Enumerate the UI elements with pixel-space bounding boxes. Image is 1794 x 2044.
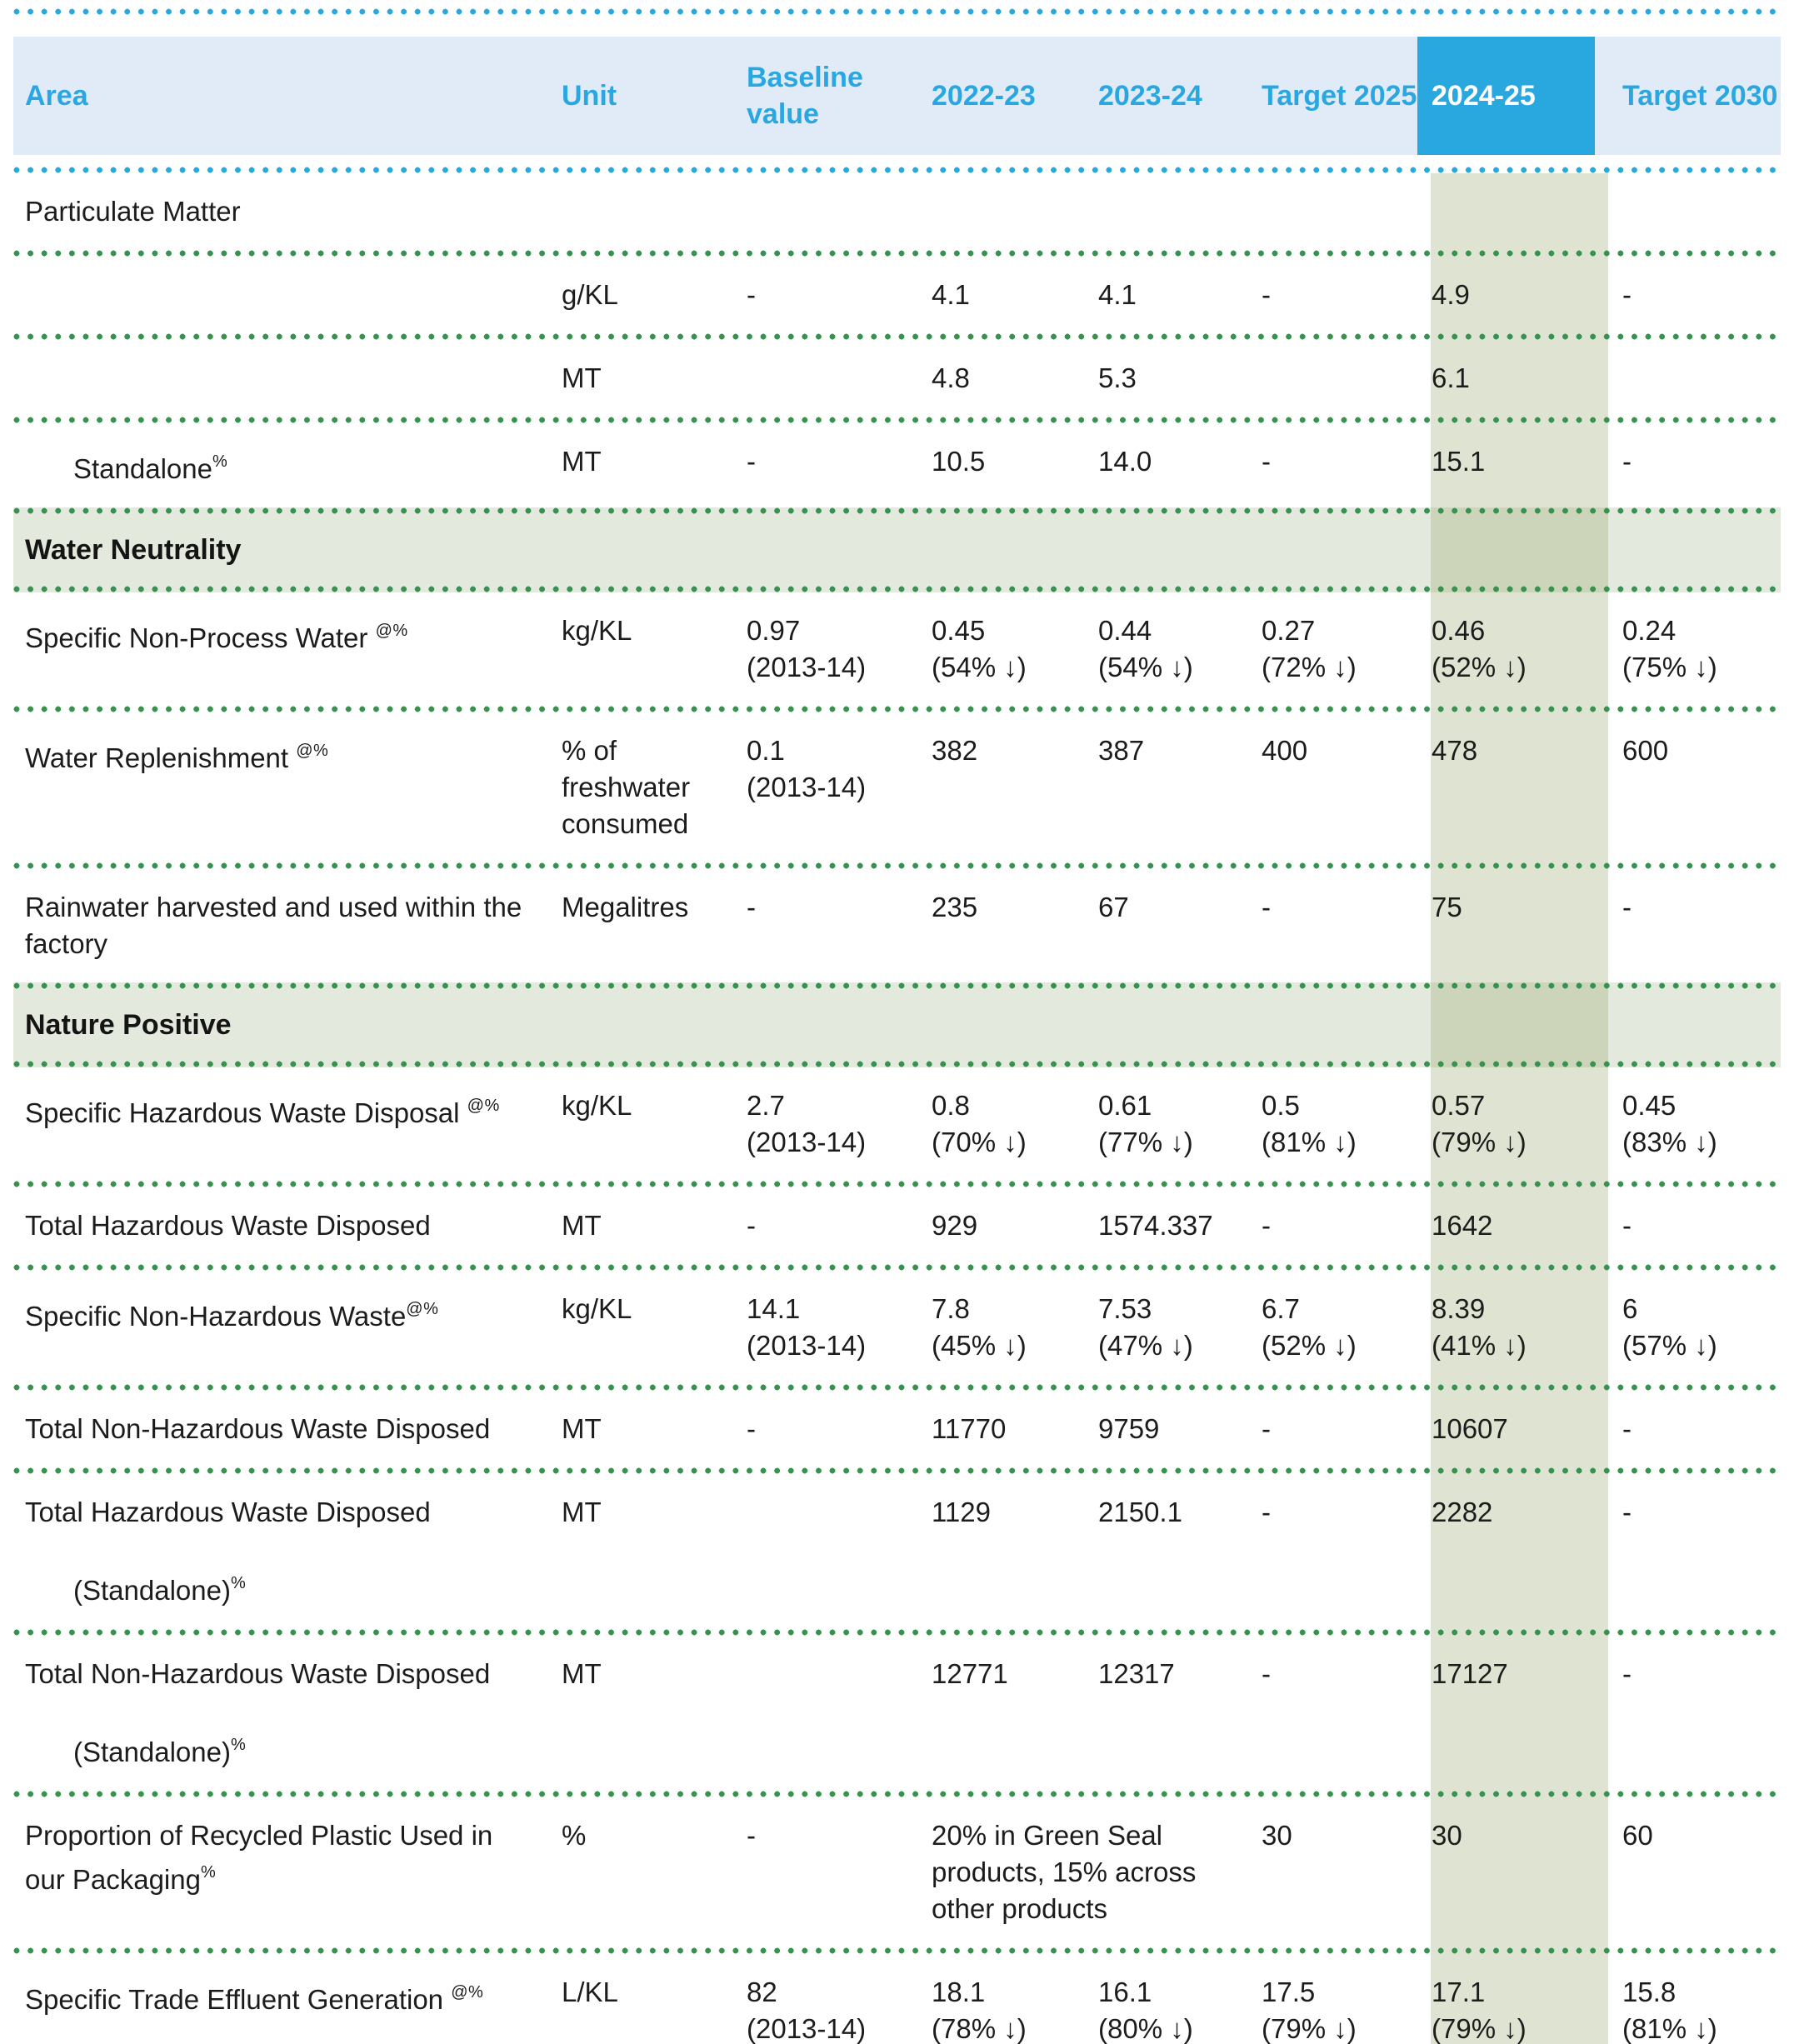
cell-baseline — [715, 1291, 900, 1364]
cell-value: L/KL — [562, 1977, 618, 2007]
row-divider — [13, 333, 1781, 340]
cell-unit — [530, 277, 715, 313]
cell-baseline — [715, 443, 900, 480]
cell-t2025 — [1230, 889, 1417, 926]
row-divider — [13, 1264, 1781, 1271]
cell-unit — [530, 1494, 715, 1531]
cell-area — [13, 1411, 530, 1447]
superscript-note: % — [212, 452, 228, 471]
row-divider — [13, 1467, 1781, 1474]
cell-value: (2013-14) — [747, 1127, 867, 1157]
cell-value: 9759 — [1098, 1413, 1160, 1444]
cell-value: (41% ↓) — [1432, 1330, 1527, 1361]
column-header-y2024: 2024-25 — [1417, 37, 1595, 155]
area-label: Total Hazardous Waste Disposed — [25, 1210, 431, 1241]
cell-t2025 — [1230, 1494, 1417, 1531]
cell-value: 30 — [1262, 1820, 1292, 1851]
cell-t2030 — [1595, 1974, 1781, 2044]
superscript-note: @% — [467, 1097, 500, 1115]
cell-value: 2150.1 — [1098, 1497, 1182, 1527]
cell-value: 6.1 — [1432, 362, 1470, 393]
top-divider — [13, 8, 1781, 15]
cell-value: (2013-14) — [747, 652, 867, 682]
cell-value: 67 — [1098, 892, 1129, 922]
area-label: Water Replenishment @% — [25, 742, 329, 773]
cell-value: - — [1262, 1210, 1271, 1241]
cell-t2030 — [1595, 1817, 1781, 1854]
cell-area — [13, 443, 530, 487]
superscript-note: % — [230, 1574, 247, 1592]
cell-value: 929 — [932, 1210, 978, 1241]
cell-value: 4.8 — [932, 362, 970, 393]
row-divider — [13, 1629, 1781, 1636]
cell-value: - — [747, 1413, 756, 1444]
cell-t2030 — [1595, 1656, 1781, 1692]
cell-value: 600 — [1622, 735, 1669, 766]
row-divider — [13, 1947, 1781, 1954]
cell-value: 17.1 — [1432, 1977, 1486, 2007]
cell-t2025 — [1230, 1974, 1417, 2044]
cell-y2023 — [1067, 1411, 1230, 1447]
row-divider — [13, 862, 1781, 869]
cell-value: - — [1622, 1210, 1632, 1241]
cell-y2023 — [1067, 360, 1230, 397]
column-header-area: Area — [25, 80, 88, 112]
area-label: Rainwater harvested and used within the factory — [25, 892, 522, 959]
cell-value: 0.57 — [1432, 1090, 1486, 1121]
column-header-t2025: Target 2025 — [1262, 80, 1417, 112]
cell-t2025 — [1230, 1411, 1417, 1447]
cell-value: (45% ↓) — [932, 1330, 1027, 1361]
cell-value: 14.1 — [747, 1293, 801, 1324]
cell-area — [13, 1817, 530, 1898]
cell-t2025 — [1230, 443, 1417, 480]
column-header-y2023: 2023-24 — [1098, 80, 1202, 112]
cell-value: 0.27 — [1262, 615, 1316, 646]
cell-value: - — [1262, 1497, 1271, 1527]
cell-value: - — [1262, 279, 1271, 310]
cell-value: 12317 — [1098, 1658, 1175, 1689]
cell-y2024 — [1417, 1974, 1595, 2044]
cell-y2024 — [1417, 1817, 1595, 1854]
table-row-rainwater-harvested — [13, 869, 1781, 982]
cell-value: 1574.337 — [1098, 1210, 1213, 1241]
cell-value: (54% ↓) — [1098, 652, 1193, 682]
cell-value: MT — [562, 1658, 602, 1689]
cell-y2024 — [1417, 443, 1595, 480]
cell-value: Megalitres — [562, 892, 689, 922]
cell-value: 0.97 — [747, 615, 801, 646]
cell-value: MT — [562, 1497, 602, 1527]
cell-baseline — [715, 1817, 900, 1854]
table-row-total-non-hazardous-waste-disposed — [13, 1391, 1781, 1467]
cell-value: 382 — [932, 735, 978, 766]
area-label: Particulate Matter — [25, 196, 241, 227]
table-row-specific-non-process-water — [13, 592, 1781, 706]
cell-baseline — [715, 1207, 900, 1244]
cell-value: 478 — [1432, 735, 1478, 766]
cell-value: 0.44 — [1098, 615, 1152, 646]
cell-t2025 — [1230, 277, 1417, 313]
cell-value: 0.45 — [932, 615, 986, 646]
row-divider — [13, 250, 1781, 257]
cell-value: MT — [562, 446, 602, 477]
cell-y2023 — [1067, 1291, 1230, 1364]
cell-value: MT — [562, 1210, 602, 1241]
cell-y2024 — [1417, 1656, 1595, 1692]
cell-value: (2013-14) — [747, 2013, 867, 2044]
cell-value: (78% ↓) — [932, 2013, 1027, 2044]
table-row-water-replenishment — [13, 712, 1781, 862]
cell-value: - — [1622, 1658, 1632, 1689]
cell-value: 1129 — [932, 1497, 991, 1527]
cell-y2023 — [1067, 277, 1230, 313]
cell-y2023 — [1067, 443, 1230, 480]
cell-value: 11770 — [932, 1413, 1007, 1444]
cell-value: - — [1622, 446, 1632, 477]
cell-t2030 — [1595, 612, 1781, 686]
cell-unit — [530, 1207, 715, 1244]
cell-unit — [530, 443, 715, 480]
cell-value: (77% ↓) — [1098, 1127, 1193, 1157]
cell-y2022 — [900, 443, 1067, 480]
cell-unit — [530, 1817, 715, 1854]
cell-value: 5.3 — [1098, 362, 1137, 393]
area-label: (Standalone)% — [73, 1574, 247, 1606]
cell-value: 7.53 — [1098, 1293, 1152, 1324]
cell-baseline — [715, 1974, 900, 2044]
table-body — [13, 173, 1781, 2044]
cell-area — [13, 732, 530, 777]
cell-value: 30 — [1432, 1820, 1462, 1851]
cell-baseline — [715, 277, 900, 313]
header-row — [13, 37, 1781, 155]
cell-value: g/KL — [562, 279, 618, 310]
cell-value: (2013-14) — [747, 772, 867, 802]
cell-t2030 — [1595, 443, 1781, 480]
cell-value: 60 — [1622, 1820, 1653, 1851]
cell-y2022 — [900, 277, 1067, 313]
cell-value: 75 — [1432, 892, 1462, 922]
superscript-note: % — [230, 1736, 247, 1754]
cell-y2023 — [1067, 1207, 1230, 1244]
cell-value: 15.8 — [1622, 1977, 1677, 2007]
table-row-total-hazardous-waste-disposed-standalone — [13, 1474, 1781, 1629]
row-divider — [13, 507, 1781, 514]
cell-value: 0.1 — [747, 735, 785, 766]
cell-value: - — [1622, 279, 1632, 310]
table-row-total-non-hazardous-waste-disposed-standalone — [13, 1636, 1781, 1791]
cell-t2030 — [1595, 1087, 1781, 1161]
cell-value: 6.7 — [1262, 1293, 1300, 1324]
cell-y2022 — [900, 1494, 1067, 1531]
cell-y2022 — [900, 732, 1067, 769]
row-divider — [13, 417, 1781, 423]
cell-t2030 — [1595, 1207, 1781, 1244]
table-row-proportion-recycled-plastic — [13, 1797, 1781, 1947]
table-row-specific-trade-effluent-generation — [13, 1954, 1781, 2044]
cell-t2025 — [1230, 732, 1417, 769]
cell-value: 1642 — [1432, 1210, 1493, 1241]
cell-unit — [530, 889, 715, 926]
table-row-particulate-matter-gkl — [13, 257, 1781, 333]
cell-value: (52% ↓) — [1262, 1330, 1357, 1361]
section-title: Nature Positive — [25, 1009, 232, 1041]
cell-value: (79% ↓) — [1432, 1127, 1527, 1157]
cell-t2030 — [1595, 889, 1781, 926]
cell-baseline — [715, 1087, 900, 1161]
cell-t2030 — [1595, 1291, 1781, 1364]
table-row-specific-hazardous-waste-disposal — [13, 1067, 1781, 1181]
cell-y2024 — [1417, 889, 1595, 926]
cell-unit — [530, 1291, 715, 1327]
cell-unit — [530, 732, 715, 842]
cell-value: - — [747, 279, 756, 310]
area-label: (Standalone)% — [73, 1736, 247, 1767]
row-divider — [13, 1181, 1781, 1187]
cell-value: 4.1 — [1098, 279, 1137, 310]
cell-value: 15.1 — [1432, 446, 1486, 477]
cell-y2023 — [1067, 889, 1230, 926]
cell-value: 235 — [932, 892, 978, 922]
cell-y2022 — [900, 889, 1067, 926]
cell-t2030 — [1595, 732, 1781, 769]
area-label: Total Non-Hazardous Waste Disposed — [25, 1413, 491, 1444]
cell-y2024 — [1417, 277, 1595, 313]
area-label: Specific Hazardous Waste Disposal @% — [25, 1097, 500, 1128]
cell-value: 2.7 — [747, 1090, 785, 1121]
cell-unit — [530, 612, 715, 649]
cell-area — [13, 1087, 530, 1132]
cell-y2022 — [900, 360, 1067, 397]
cell-area — [13, 1494, 530, 1609]
area-label: Standalone% — [73, 452, 228, 484]
cell-y2023 — [1067, 732, 1230, 769]
cell-unit — [530, 1656, 715, 1692]
table-row-particulate-matter-standalone — [13, 423, 1781, 507]
row-divider — [13, 1061, 1781, 1067]
cell-y2022 — [900, 1817, 1230, 1927]
cell-value: % of freshwater consumed — [562, 735, 691, 839]
cell-value: (79% ↓) — [1262, 2013, 1357, 2044]
cell-value: - — [747, 1820, 756, 1851]
cell-value: 0.5 — [1262, 1090, 1300, 1121]
cell-value: 7.8 — [932, 1293, 970, 1324]
cell-value: 12771 — [932, 1658, 1008, 1689]
cell-value: 0.45 — [1622, 1090, 1677, 1121]
cell-y2023 — [1067, 1656, 1230, 1692]
superscript-note: @% — [296, 742, 329, 760]
cell-value: % — [562, 1820, 587, 1851]
cell-baseline — [715, 612, 900, 686]
cell-value: kg/KL — [562, 1293, 632, 1324]
row-divider — [13, 1791, 1781, 1797]
area-label: Specific Non-Hazardous Waste@% — [25, 1300, 439, 1332]
cell-y2023 — [1067, 1494, 1230, 1531]
cell-y2024 — [1417, 1087, 1595, 1161]
cell-t2025 — [1230, 1656, 1417, 1692]
cell-value: - — [1262, 892, 1271, 922]
cell-value: (72% ↓) — [1262, 652, 1357, 682]
cell-value: (83% ↓) — [1622, 1127, 1717, 1157]
area-label: Specific Trade Effluent Generation @% — [25, 1983, 484, 2015]
row-divider — [13, 982, 1781, 989]
cell-t2025 — [1230, 1207, 1417, 1244]
cell-unit — [530, 1087, 715, 1124]
cell-value: - — [1262, 1413, 1271, 1444]
cell-value: (81% ↓) — [1262, 1127, 1357, 1157]
cell-value: (2013-14) — [747, 1330, 867, 1361]
cell-value: (57% ↓) — [1622, 1330, 1717, 1361]
cell-value: (81% ↓) — [1622, 2013, 1717, 2044]
superscript-note: @% — [406, 1300, 439, 1318]
cell-baseline — [715, 732, 900, 806]
column-header-unit: Unit — [562, 80, 617, 112]
table-row-particulate-matter-mt — [13, 340, 1781, 417]
cell-value: - — [1262, 446, 1271, 477]
cell-y2022 — [900, 1291, 1067, 1364]
header-divider — [13, 167, 1781, 173]
area-label: Specific Non-Process Water @% — [25, 622, 408, 653]
superscript-note: @% — [451, 1983, 484, 2002]
cell-value: 10607 — [1432, 1413, 1508, 1444]
cell-value: 18.1 — [932, 1977, 986, 2007]
cell-y2024 — [1417, 732, 1595, 769]
cell-value: - — [1622, 1497, 1632, 1527]
cell-y2024 — [1417, 1411, 1595, 1447]
cell-value: kg/KL — [562, 615, 632, 646]
cell-value: 0.24 — [1622, 615, 1677, 646]
cell-y2022 — [900, 1656, 1067, 1692]
cell-t2030 — [1595, 1411, 1781, 1447]
cell-value: 17.5 — [1262, 1977, 1316, 2007]
column-header-baseline: Baseline value — [747, 62, 863, 130]
cell-value: - — [1622, 892, 1632, 922]
table-row-specific-non-hazardous-waste — [13, 1271, 1781, 1384]
table-row-total-hazardous-waste-disposed — [13, 1187, 1781, 1264]
cell-value: 17127 — [1432, 1658, 1508, 1689]
cell-y2022 — [900, 1087, 1067, 1161]
cell-unit — [530, 1411, 715, 1447]
cell-value: 0.61 — [1098, 1090, 1152, 1121]
cell-area — [13, 193, 530, 230]
row-divider — [13, 1384, 1781, 1391]
cell-value: 82 — [747, 1977, 777, 2007]
cell-value: (75% ↓) — [1622, 652, 1717, 682]
cell-y2022 — [900, 1207, 1067, 1244]
cell-t2030 — [1595, 1494, 1781, 1531]
cell-value: 10.5 — [932, 446, 986, 477]
cell-value: (80% ↓) — [1098, 2013, 1193, 2044]
cell-value: (70% ↓) — [932, 1127, 1027, 1157]
cell-value: (79% ↓) — [1432, 2013, 1527, 2044]
cell-value: 387 — [1098, 735, 1145, 766]
cell-y2022 — [900, 1411, 1067, 1447]
area-label: Total Non-Hazardous Waste Disposed — [25, 1658, 491, 1689]
cell-value: MT — [562, 1413, 602, 1444]
row-divider — [13, 586, 1781, 592]
cell-unit — [530, 360, 715, 397]
cell-value: (52% ↓) — [1432, 652, 1527, 682]
cell-value: 16.1 — [1098, 1977, 1152, 2007]
cell-area — [13, 1974, 530, 2018]
column-header-t2030: Target 2030 — [1622, 80, 1778, 112]
cell-area — [13, 1207, 530, 1244]
cell-area — [13, 1656, 530, 1771]
cell-value: 2282 — [1432, 1497, 1493, 1527]
cell-y2024 — [1417, 1494, 1595, 1531]
table-row-particulate-matter — [13, 173, 1781, 250]
cell-value: (54% ↓) — [932, 652, 1027, 682]
area-label: Proportion of Recycled Plastic Used in our Packaging% — [25, 1820, 493, 1895]
cell-y2024 — [1417, 612, 1595, 686]
cell-baseline — [715, 1411, 900, 1447]
cell-value: - — [747, 1210, 756, 1241]
cell-y2024 — [1417, 1207, 1595, 1244]
cell-value: - — [1622, 1413, 1632, 1444]
cell-value: 4.9 — [1432, 279, 1470, 310]
cell-value: - — [747, 892, 756, 922]
cell-y2024 — [1417, 1291, 1595, 1364]
cell-t2025 — [1230, 612, 1417, 686]
cell-t2025 — [1230, 1291, 1417, 1364]
cell-y2023 — [1067, 1087, 1230, 1161]
cell-y2023 — [1067, 1974, 1230, 2044]
section-title: Water Neutrality — [25, 534, 242, 566]
cell-t2025 — [1230, 1087, 1417, 1161]
cell-value: 0.8 — [932, 1090, 970, 1121]
cell-y2024 — [1417, 360, 1595, 397]
cell-value: 20% in Green Seal products, 15% across other products — [932, 1820, 1197, 1924]
cell-value: - — [1262, 1658, 1271, 1689]
cell-value: 14.0 — [1098, 446, 1152, 477]
cell-value: (47% ↓) — [1098, 1330, 1193, 1361]
superscript-note: % — [200, 1863, 217, 1882]
cell-t2030 — [1595, 277, 1781, 313]
cell-y2023 — [1067, 612, 1230, 686]
cell-y2022 — [900, 612, 1067, 686]
cell-value: 400 — [1262, 735, 1308, 766]
cell-value: - — [747, 446, 756, 477]
cell-value: 0.46 — [1432, 615, 1486, 646]
cell-value: 6 — [1622, 1293, 1638, 1324]
cell-value: MT — [562, 362, 602, 393]
cell-t2025 — [1230, 1817, 1417, 1854]
area-label: Total Hazardous Waste Disposed — [25, 1497, 431, 1527]
superscript-note: @% — [375, 622, 408, 640]
cell-value: kg/KL — [562, 1090, 632, 1121]
cell-area — [13, 612, 530, 657]
cell-y2022 — [900, 1974, 1067, 2044]
row-divider — [13, 706, 1781, 712]
cell-area — [13, 889, 530, 962]
cell-area — [13, 1291, 530, 1335]
cell-baseline — [715, 889, 900, 926]
column-header-y2022: 2022-23 — [932, 80, 1036, 112]
cell-value: 8.39 — [1432, 1293, 1486, 1324]
cell-value: 4.1 — [932, 279, 970, 310]
cell-unit — [530, 1974, 715, 2011]
